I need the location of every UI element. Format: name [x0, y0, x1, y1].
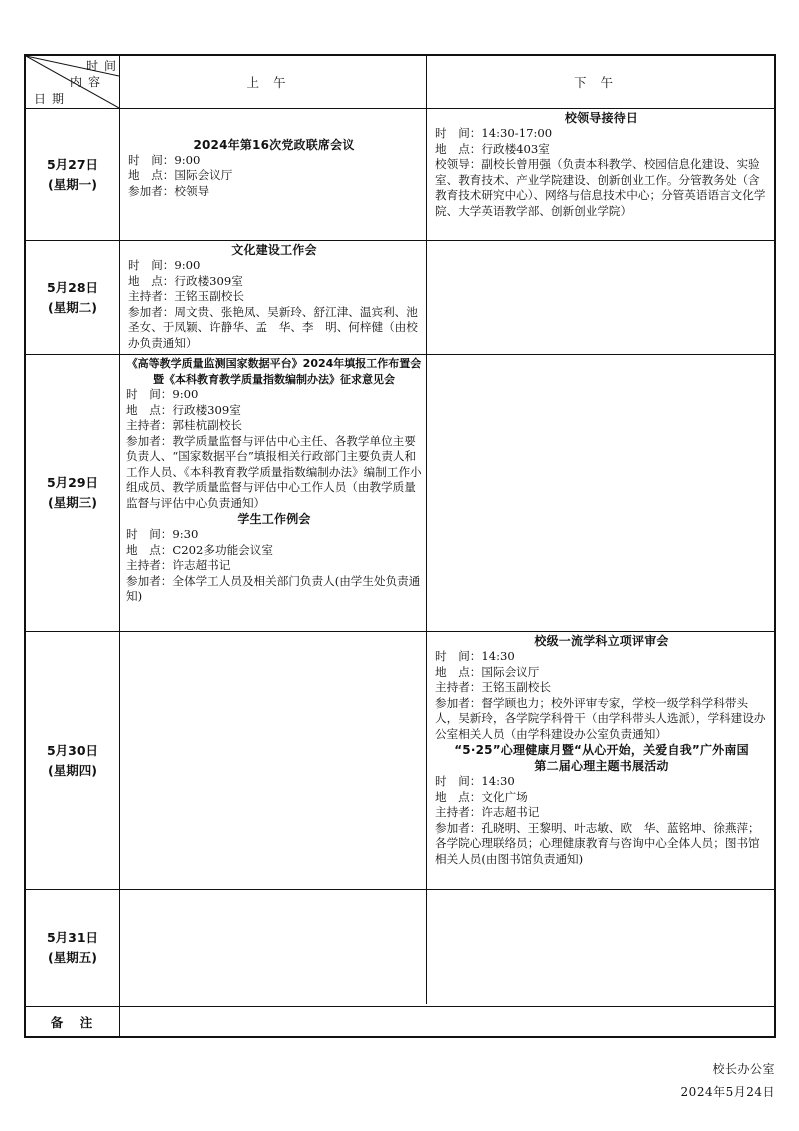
event-title: 文化建设工作会	[231, 243, 317, 257]
remarks-label: 备 注	[50, 1014, 95, 1030]
event-time: 时 间：9:00	[128, 152, 201, 167]
date-label: 5月29日	[46, 475, 99, 490]
morning-cell	[120, 109, 426, 240]
date-label: 5月27日	[46, 156, 99, 172]
morning-cell	[120, 241, 426, 354]
event-location: 地 点：行政楼403室	[435, 141, 550, 156]
event-location: 地 点：国际会议厅	[435, 664, 540, 679]
event-attendees: 参加者：督学顾也力；校外评审专家，学校一级学科学科带头人，吴新玲，各学院学科骨干（由学科带头人选派），学科建设办公室相关人员（由学科建设办公室负责通知）	[435, 695, 766, 741]
date-cell	[26, 355, 119, 631]
event-location: 地 点：C202多功能会议室	[126, 542, 273, 557]
corner-date-label: 日期	[34, 92, 71, 106]
issue-date: 2024年5月24日	[680, 1085, 775, 1099]
event-title: 学生工作例会	[237, 512, 311, 526]
schedule-table	[24, 54, 776, 1038]
issuing-office: 校长办公室	[712, 1062, 775, 1076]
event-title: 《高等教学质量监测国家数据平台》2024年填报工作布置会暨《本科教育教学质量指数编制办法》征求意见会	[126, 357, 422, 386]
afternoon-header: 下午	[573, 75, 627, 90]
event-title: 2024年第16次党政联席会议	[193, 137, 355, 152]
event-host: 主持者：许志超书记	[126, 558, 231, 572]
weekday-label: (星期四)	[48, 762, 97, 778]
event-attendees: 参加者：孔晓明、王黎明、叶志敏、欧 华、蓝铭坤、徐燕萍；各学院心理联络员；心理健康教育与咨询中心全体人员；图书馆相关人员(由图书馆负责通知)	[435, 820, 760, 866]
corner-time-label: 时间	[86, 59, 123, 73]
afternoon-cell	[427, 109, 774, 240]
event-attendees: 参加者：校领导	[128, 183, 210, 198]
event-host: 主持者：许志超书记	[435, 805, 540, 819]
event-time: 时 间：9:30	[126, 527, 199, 541]
event-location: 地 点：国际会议厅	[128, 168, 233, 183]
event-attendees: 参加者：全体学工人员及相关部门负责人(由学生处负责通知)	[126, 573, 421, 603]
event-host: 主持者：王铭玉副校长	[435, 680, 551, 694]
weekday-label: (星期五)	[48, 950, 97, 965]
event-host: 主持者：郭桂杭副校长	[126, 418, 242, 432]
event-time: 时 间：14:30	[435, 649, 515, 663]
row-divider	[26, 889, 774, 890]
row-divider	[26, 1006, 774, 1007]
date-cell	[26, 109, 119, 240]
weekday-label: (星期二)	[48, 299, 97, 315]
morning-header: 上午	[246, 75, 300, 90]
event-time: 时 间：14:30	[435, 774, 515, 788]
event-title: 校级一流学科立项评审会	[534, 634, 669, 648]
date-cell	[26, 890, 119, 1006]
event-location: 地 点：文化广场	[435, 789, 528, 804]
event-attendees: 参加者：周文贵、张艳凤、吴新玲、舒江津、温宾利、池圣女、于凤颖、许静华、孟 华、李 明、何梓健（由校办负责通知）	[128, 304, 418, 350]
event-attendees: 参加者：教学质量监督与评估中心主任、各教学单位主要负责人、“国家数据平台”填报相关行政部门主要负责人和工作人员、《本科教育教学质量指数编制办法》编制工作小组成员、教学质量监督与评估中心工作人员（由教学质量监督与评估中心负责通知）	[126, 433, 422, 510]
date-label: 5月28日	[46, 279, 99, 295]
event-location: 地 点：行政楼309室	[128, 273, 243, 288]
event-leader: 校领导：副校长曾用强（负责本科教学、校园信息化建设、实验室、教育技术、产业学院建设、创新创业工作。分管教务处（含教育技术研究中心）、网络与信息技术中心；分管英语语言文化学院、大学英语教学部、创新创业学院）	[435, 157, 766, 218]
date-cell	[26, 632, 119, 889]
corner-content-label: 内容	[70, 75, 107, 89]
date-label: 5月30日	[46, 742, 99, 758]
event-host: 主持者：王铭玉副校长	[128, 289, 244, 303]
event-title: “5·25”心理健康月暨“从心开始，关爱自我”广外南国第二届心理主题书展活动	[454, 743, 749, 773]
event-time: 时 间：9:00	[128, 258, 201, 272]
date-label: 5月31日	[46, 930, 99, 945]
morning-cell	[120, 355, 426, 631]
event-time: 时 间：14:30-17:00	[435, 126, 553, 140]
event-title: 校领导接待日	[564, 111, 639, 125]
weekday-label: (星期三)	[48, 495, 97, 510]
weekday-label: (星期一)	[48, 176, 97, 192]
event-location: 地 点：行政楼309室	[126, 402, 241, 417]
event-time: 时 间：9:00	[126, 387, 199, 401]
date-cell	[26, 241, 119, 354]
afternoon-cell	[427, 632, 774, 889]
